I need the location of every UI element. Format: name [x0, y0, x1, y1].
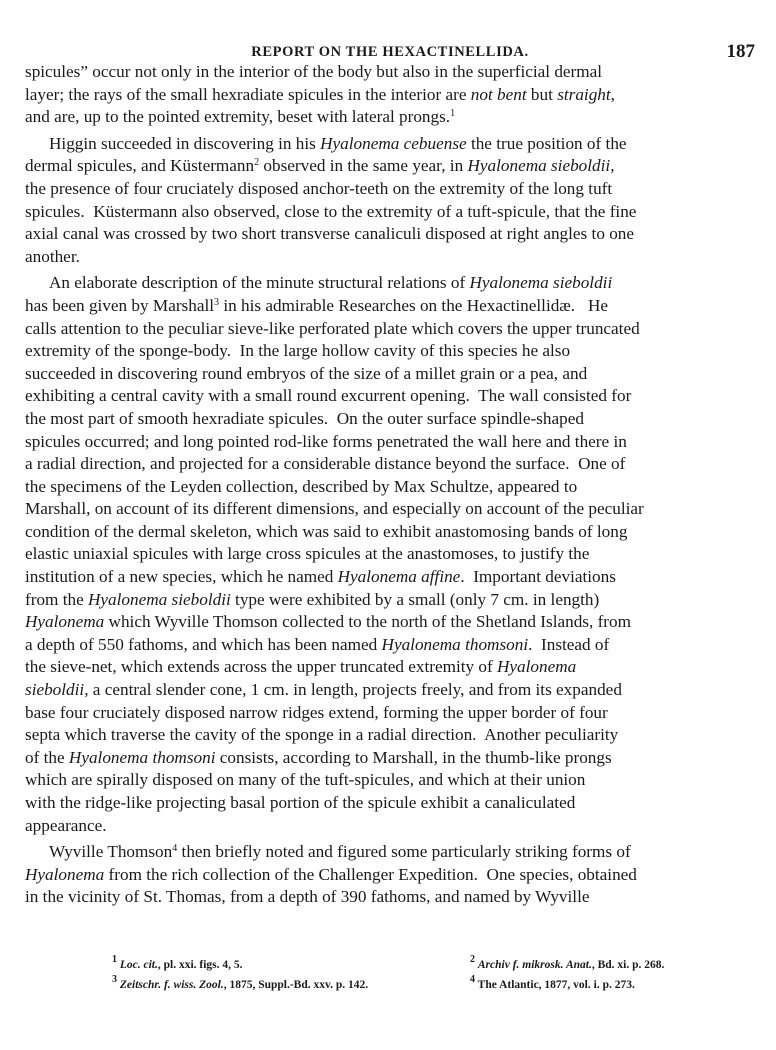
text-line	[25, 201, 755, 224]
text-line	[25, 589, 755, 612]
italic-text: Zeitschr. f. wiss. Zool.	[119, 979, 224, 991]
body-text	[25, 61, 755, 913]
text-line	[25, 498, 755, 521]
italic-text: Archiv f. mikrosk. Anat.	[477, 959, 592, 971]
italic-text: Hyalonema thomsoni	[68, 747, 216, 767]
page-number: 187	[726, 41, 755, 62]
text-run: extremity of the sponge-body. In the large hollow cavity of this species he also	[25, 341, 571, 361]
italic-text: sieboldii	[25, 680, 85, 700]
text-run: consists, according to Marshall, in the thumb-like prongs	[215, 747, 612, 767]
footnote-marker[interactable]: 1	[112, 954, 117, 965]
text-line	[25, 566, 755, 589]
text-line	[25, 747, 755, 770]
italic-text: not bent	[470, 84, 527, 104]
italic-text: Hyalonema	[25, 864, 105, 884]
text-line	[25, 318, 755, 341]
text-run: condition of the dermal skeleton, which was said to exhibit anastomosing bands of long	[25, 521, 628, 541]
text-line	[25, 864, 755, 887]
footnote-marker[interactable]: 1	[450, 108, 456, 120]
text-run: . Instead of	[528, 634, 610, 654]
text-run: ,	[610, 156, 615, 176]
text-run: , 1875, Suppl.-Bd. xxv. p. 142.	[223, 979, 369, 991]
text-line	[25, 272, 755, 295]
text-run: observed in the same year, in	[259, 156, 468, 176]
text-run: dermal spicules, and Küstermann	[25, 156, 255, 176]
text-line	[25, 155, 755, 178]
text-line	[25, 841, 755, 864]
text-run: the sieve-net, which extends across the upper truncated extremity of	[25, 657, 498, 677]
footnote-marker[interactable]: 2	[470, 954, 475, 965]
italic-text: Hyalonema sieboldii	[88, 589, 231, 609]
text-run: exhibiting a central cavity with a small round excurrent opening. The wall consisted for	[25, 386, 632, 406]
text-line	[25, 178, 755, 201]
text-run: but	[526, 84, 558, 104]
italic-text: Hyalonema	[497, 657, 577, 677]
text-run: . Important deviations	[460, 567, 616, 587]
text-run: of the	[25, 747, 69, 767]
paragraph	[25, 841, 755, 909]
text-line	[25, 133, 755, 156]
text-line	[25, 431, 755, 454]
text-run: elastic uniaxial spicules with large cross spicules at the anastomoses, to justify the	[25, 544, 590, 564]
text-run: succeeded in discovering round embryos of the size of a millet grain or a pea, and	[25, 363, 588, 383]
text-line	[25, 106, 755, 129]
paragraph	[25, 272, 755, 837]
text-run: spicules. Küstermann also observed, close to the extremity of a tuft-spicule, that the fine	[25, 201, 637, 221]
text-run: a radial direction, and projected for a considerable distance beyond the surface. One of	[25, 454, 626, 474]
text-run: Wyville Thomson	[49, 842, 173, 862]
text-run: layer; the rays of the small hexradiate spicules in the interior are	[25, 84, 471, 104]
text-line	[25, 886, 755, 909]
text-run: the true position of the	[466, 133, 627, 153]
text-run: the specimens of the Leyden collection, described by Max Schultze, appeared to	[25, 476, 578, 496]
text-run: with the ridge-like projecting basal portion of the spicule exhibit a canaliculated	[25, 793, 576, 812]
italic-text: straight	[557, 84, 611, 104]
footnote-marker[interactable]: 4	[172, 843, 178, 855]
text-run: institution of a new species, which he named	[25, 567, 338, 587]
italic-text: Hyalonema cebuense	[320, 133, 467, 153]
italic-text: Hyalonema sieboldii	[469, 273, 613, 293]
footnotes-left-column	[112, 955, 368, 995]
footnote-marker[interactable]: 3	[214, 296, 220, 308]
text-run: from the	[25, 589, 89, 609]
text-run: in the vicinity of St. Thomas, from a depth of 390 fathoms, and named by Wyville	[25, 887, 590, 907]
text-line	[25, 223, 755, 246]
text-run: which are spirally disposed on many of the tuft-spicules, and which at their union	[25, 770, 586, 790]
text-run: appearance.	[25, 815, 107, 835]
text-line	[25, 679, 755, 702]
text-line	[25, 656, 755, 679]
text-run: An elaborate description of the minute structural relations of	[49, 273, 470, 293]
text-line	[25, 84, 755, 107]
text-run: base four cruciately disposed narrow ridges extend, forming the upper border of four	[25, 702, 608, 722]
footnote-marker[interactable]: 4	[470, 974, 475, 985]
footnote	[112, 955, 368, 975]
text-run: The Atlantic, 1877, vol. i. p. 273.	[475, 979, 635, 991]
text-line	[25, 340, 755, 363]
text-run: axial canal was crossed by two short transverse canaliculi disposed at right angles to one	[25, 224, 635, 244]
footnote	[112, 975, 368, 995]
text-line	[25, 543, 755, 566]
italic-text: Hyalonema thomsoni	[381, 634, 529, 654]
text-run: , Bd. xi. p. 268.	[591, 959, 665, 971]
paragraph	[25, 133, 755, 269]
text-line	[25, 363, 755, 386]
text-line	[25, 246, 755, 269]
text-line	[25, 815, 755, 838]
footnote-marker[interactable]: 3	[112, 974, 117, 985]
text-run: spicules occurred; and long pointed rod-like forms penetrated the wall here and there in	[25, 431, 627, 451]
text-line	[25, 521, 755, 544]
text-run: in his admirable Researches on the Hexactinellidæ. He	[219, 295, 609, 315]
italic-text: Hyalonema sieboldii	[467, 156, 611, 176]
italic-text: Hyalonema affine	[337, 567, 461, 587]
text-line	[25, 61, 755, 84]
text-line	[25, 634, 755, 657]
text-run: the presence of four cruciately disposed anchor-teeth on the extremity of the long tuft	[25, 178, 613, 198]
text-run: type were exhibited by a small (only 7 cm. in length)	[230, 589, 600, 609]
text-line	[25, 408, 755, 431]
paragraph	[25, 61, 755, 129]
text-line	[25, 295, 755, 318]
text-line	[25, 385, 755, 408]
text-line	[25, 724, 755, 747]
italic-text: Loc. cit.	[119, 959, 158, 971]
text-run: from the rich collection of the Challenger Expedition. One species, obtained	[104, 864, 637, 884]
footnote	[470, 955, 664, 975]
text-run: spicules” occur not only in the interior of the body but also in the superficial dermal	[25, 62, 603, 81]
italic-text: Hyalonema	[25, 612, 105, 632]
text-run: Higgin succeeded in discovering in his	[49, 133, 321, 153]
text-line	[25, 792, 755, 815]
text-line	[25, 476, 755, 499]
text-line	[25, 611, 755, 634]
running-title: REPORT ON THE HEXACTINELLIDA.	[251, 44, 529, 60]
text-run: and are, up to the pointed extremity, beset with lateral prongs.	[25, 107, 451, 127]
footnote	[470, 975, 664, 995]
text-line	[25, 702, 755, 725]
text-run: which Wyville Thomson collected to the north of the Shetland Islands, from	[104, 612, 631, 632]
text-run: another.	[25, 246, 80, 266]
footnotes-right-column	[470, 955, 664, 995]
text-line	[25, 453, 755, 476]
text-run: , a central slender cone, 1 cm. in length, projects freely, and from its expanded	[84, 680, 622, 700]
footnote-marker[interactable]: 2	[254, 157, 260, 169]
text-run: septa which traverse the cavity of the sponge in a radial direction. Another peculiarity	[25, 725, 619, 745]
text-run: ,	[610, 84, 615, 104]
text-run: the most part of smooth hexradiate spicules. On the outer surface spindle-shaped	[25, 408, 584, 428]
text-run: has been given by Marshall	[25, 295, 215, 315]
text-run: calls attention to the peculiar sieve-like perforated plate which covers the upper truncated	[25, 318, 640, 338]
text-run: Marshall, on account of its different dimensions, and especially on account of the peculiar	[25, 499, 644, 519]
text-run: a depth of 550 fathoms, and which has been named	[25, 634, 382, 654]
text-line	[25, 769, 755, 792]
text-run: , pl. xxi. figs. 4, 5.	[157, 959, 243, 971]
text-run: then briefly noted and figured some particularly striking forms of	[177, 842, 631, 862]
